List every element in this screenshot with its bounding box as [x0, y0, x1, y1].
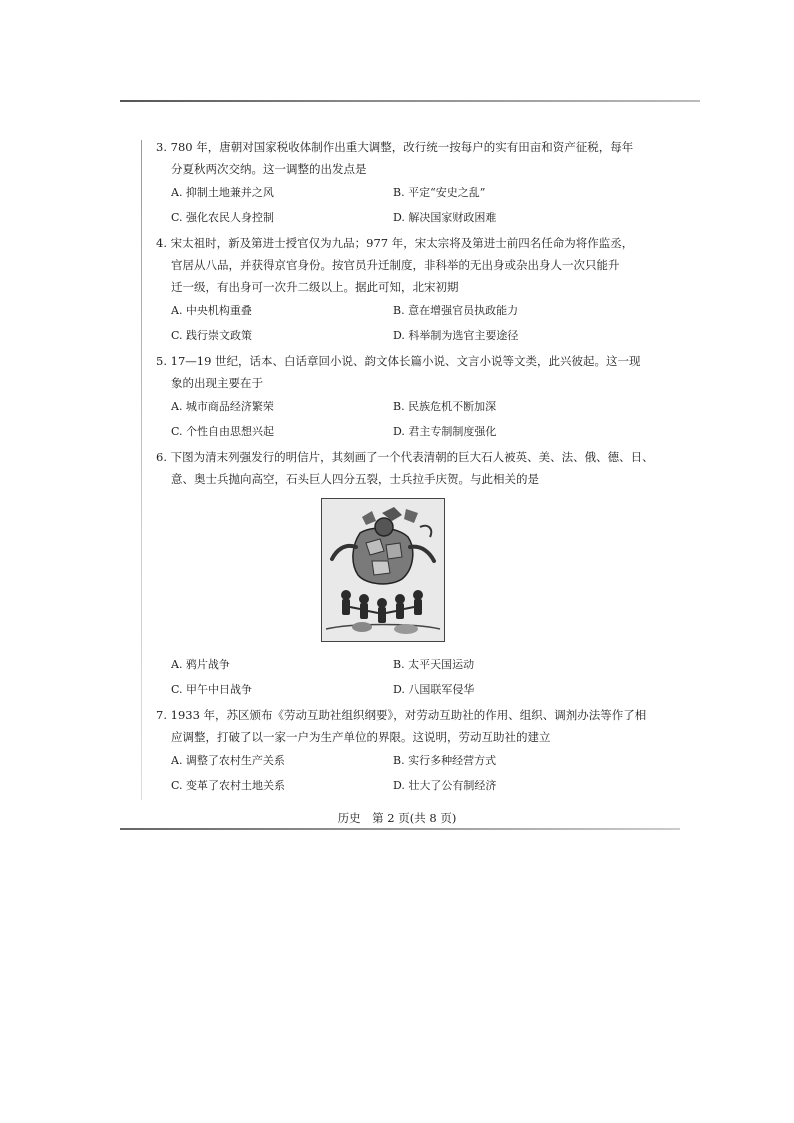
question-6-line-2: 意、奥士兵抛向高空，石头巨人四分五裂，士兵拉手庆贺。与此相关的是: [171, 472, 539, 486]
option-c: C. 践行崇文政策: [171, 329, 253, 342]
question-4: [156, 232, 634, 348]
question-7-line-1: 7. 1933 年，苏区颁布《劳动互助社组织纲要》，对劳动互助社的作用、组织、调剂办法等作了相: [156, 708, 647, 722]
scan-edge-bottom: [120, 828, 680, 830]
question-content: [156, 136, 654, 800]
option-a: A. 鸦片战争: [171, 658, 230, 671]
question-3: [156, 136, 634, 230]
option-d: D. 科举制为选官主要途径: [393, 329, 519, 342]
option-b: B. 实行多种经营方式: [393, 754, 497, 767]
option-c: C. 甲午中日战争: [171, 683, 253, 696]
option-d: D. 解决国家财政困难: [393, 211, 497, 224]
question-7: [156, 704, 647, 798]
option-d: D. 君主专制制度强化: [393, 425, 497, 438]
scan-edge-left: [141, 140, 142, 800]
question-4-options: [156, 298, 616, 348]
stone-giant-cartoon-icon: [322, 499, 444, 641]
option-a: A. 中央机构重叠: [171, 304, 252, 317]
question-5-options: [156, 394, 616, 444]
question-5: [156, 350, 641, 444]
scan-edge-top: [120, 100, 700, 102]
option-a: A. 调整了农村生产关系: [171, 754, 285, 767]
option-d: D. 八国联军侵华: [393, 683, 475, 696]
postcard-illustration: [321, 498, 445, 642]
question-6: [156, 446, 654, 702]
question-5-line-2: 象的出现主要在于: [171, 376, 263, 390]
question-7-line-2: 应调整，打破了以一家一户为生产单位的界限。这说明，劳动互助社的建立: [171, 730, 551, 744]
question-7-options: [156, 748, 616, 798]
question-6-line-1: 6. 下图为清末列强发行的明信片，其刻画了一个代表清朝的巨大石人被英、美、法、俄、德、日、: [156, 450, 654, 464]
question-4-line-3: 迁一级，有出身可一次升二级以上。据此可知，北宋初期: [171, 280, 459, 294]
page-footer: 历史 第 2 页(共 8 页): [337, 811, 457, 825]
question-4-line-2: 官居从八品，并获得京官身份。按官员升迁制度，非科举的无出身或杂出身人一次只能升: [171, 258, 620, 272]
option-c: C. 变革了农村土地关系: [171, 779, 286, 792]
option-a: A. 抑制土地兼并之风: [171, 186, 274, 199]
option-c: C. 个性自由思想兴起: [171, 425, 275, 438]
option-b: B. 平定“安史之乱”: [393, 186, 486, 199]
question-3-line-1: 3. 780 年，唐朝对国家税收体制作出重大调整，改行统一按每户的实有田亩和资产征税，每年: [156, 140, 634, 154]
option-b: B. 太平天国运动: [393, 658, 475, 671]
option-b: B. 意在增强官员执政能力: [393, 304, 519, 317]
option-d: D. 壮大了公有制经济: [393, 779, 497, 792]
question-3-options: [156, 180, 616, 230]
question-6-options: [156, 652, 616, 702]
question-4-line-1: 4. 宋太祖时，新及第进士授官仅为九品；977 年，宋太宗将及第进士前四名任命为将作监丞，: [156, 236, 634, 250]
option-a: A. 城市商品经济繁荣: [171, 400, 274, 413]
option-b: B. 民族危机不断加深: [393, 400, 497, 413]
question-3-line-2: 分夏秋两次交纳。这一调整的出发点是: [171, 162, 367, 176]
question-5-line-1: 5. 17—19 世纪，话本、白话章回小说、韵文体长篇小说、文言小说等文类，此兴彼起。这一现: [156, 354, 641, 368]
option-c: C. 强化农民人身控制: [171, 211, 275, 224]
